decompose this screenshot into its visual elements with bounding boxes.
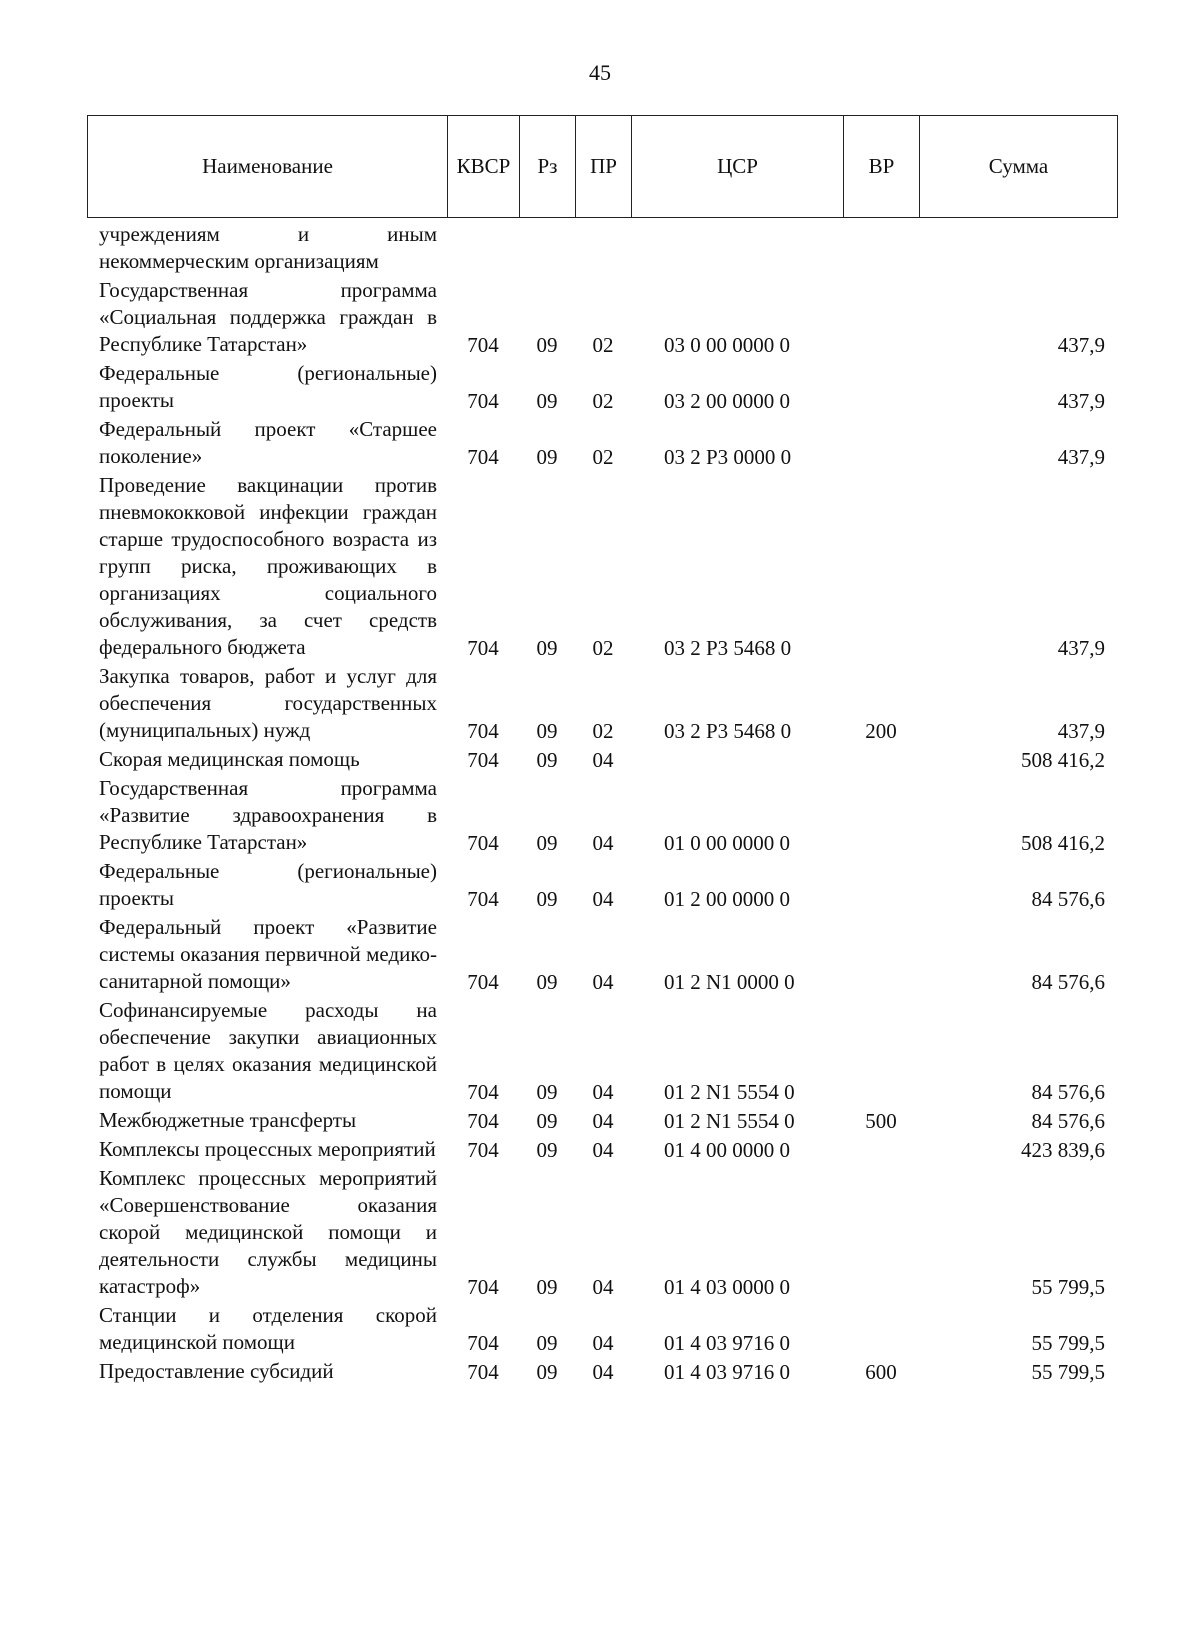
- cell-pr: 04: [592, 1109, 614, 1133]
- cell-sum: 84 576,6: [1031, 887, 1105, 911]
- table-header: [87, 115, 1118, 218]
- table-row: [87, 276, 1117, 359]
- cell-vr: [843, 1135, 919, 1164]
- cell-csr: 01 2 N1 5554 0: [664, 1109, 795, 1133]
- cell-kvsr: 704: [467, 636, 499, 660]
- cell-rz: 09: [536, 1275, 558, 1299]
- cell-pr: 02: [592, 333, 614, 357]
- cell-csr: [631, 745, 843, 774]
- cell-vr: [843, 220, 919, 276]
- cell-kvsr: 704: [467, 831, 499, 855]
- cell-vr: [843, 471, 919, 662]
- cell-csr: 03 2 00 0000 0: [664, 389, 790, 413]
- table-row: [87, 1135, 1117, 1164]
- cell-name: Комплексы процессных мероприятий: [99, 1137, 436, 1161]
- cell-vr: [843, 745, 919, 774]
- cell-vr: [843, 857, 919, 913]
- table-body: [87, 220, 1117, 1386]
- cell-csr: 01 0 00 0000 0: [664, 831, 790, 855]
- cell-rz: 09: [536, 389, 558, 413]
- cell-kvsr: 704: [467, 1331, 499, 1355]
- cell-name: Закупка товаров, работ и услуг для обеспечения государственных (муниципальных) нужд: [99, 664, 437, 742]
- cell-name: Федеральные (региональные) проекты: [99, 859, 437, 910]
- cell-kvsr: 704: [467, 887, 499, 911]
- cell-vr: [843, 1301, 919, 1357]
- cell-rz: 09: [536, 445, 558, 469]
- page-number: 45: [589, 60, 611, 85]
- header-kvsr: КВСР: [448, 116, 520, 218]
- cell-csr: 03 2 Р3 5468 0: [664, 719, 792, 743]
- cell-name: Станции и отделения скорой медицинской помощи: [99, 1303, 437, 1354]
- cell-pr: 04: [592, 1360, 614, 1384]
- cell-rz: 09: [536, 1080, 558, 1104]
- budget-table: [87, 220, 1117, 1386]
- cell-sum: 84 576,6: [1031, 970, 1105, 994]
- cell-name: Межбюджетные трансферты: [99, 1108, 357, 1132]
- cell-name: Скорая медицинская помощь: [99, 747, 360, 771]
- cell-pr: 04: [592, 1138, 614, 1162]
- table-row: [87, 996, 1117, 1106]
- cell-csr: 01 4 03 9716 0: [664, 1360, 790, 1384]
- table-row: [87, 1164, 1117, 1301]
- cell-name: Софинансируемые расходы на обеспечение закупки авиационных работ в целях оказания медицинской помощи: [99, 998, 437, 1103]
- cell-csr: 01 4 03 9716 0: [664, 1331, 790, 1355]
- cell-kvsr: 704: [467, 1138, 499, 1162]
- cell-csr: 01 2 00 0000 0: [664, 887, 790, 911]
- cell-sum: 508 416,2: [1021, 831, 1105, 855]
- cell-name: Государственная программа «Развитие здравоохранения в Республике Татарстан»: [99, 776, 437, 854]
- cell-rz: 09: [536, 719, 558, 743]
- cell-csr: 01 2 N1 0000 0: [664, 970, 795, 994]
- cell-pr: 04: [592, 1080, 614, 1104]
- cell-name: Проведение вакцинации против пневмококковой инфекции граждан старше трудоспособного возраста из групп риска, проживающих в организациях социального обслуживания, за счет средств федерального бюджета: [99, 473, 437, 659]
- cell-sum: 84 576,6: [1031, 1080, 1105, 1104]
- header-csr: ЦСР: [632, 116, 844, 218]
- cell-kvsr: 704: [467, 1360, 499, 1384]
- cell-csr: 03 2 Р3 0000 0: [664, 445, 792, 469]
- cell-sum: 437,9: [1057, 636, 1105, 660]
- cell-vr: [843, 774, 919, 857]
- cell-sum: 423 839,6: [1021, 1138, 1105, 1162]
- header-vr: ВР: [844, 116, 920, 218]
- cell-kvsr: 704: [467, 333, 499, 357]
- cell-sum: 437,9: [1057, 719, 1105, 743]
- cell-pr: 04: [592, 748, 614, 772]
- cell-pr: 02: [592, 636, 614, 660]
- header-pr: ПР: [576, 116, 632, 218]
- cell-rz: 09: [536, 887, 558, 911]
- table-row: [87, 359, 1117, 415]
- cell-name: Предоставление субсидий: [99, 1359, 334, 1383]
- table-row: [87, 745, 1117, 774]
- cell-sum: 437,9: [1057, 445, 1105, 469]
- cell-rz: 09: [536, 1360, 558, 1384]
- cell-name: Федеральный проект «Развитие системы оказания первичной медико-санитарной помощи»: [99, 915, 437, 993]
- table-row: [87, 1357, 1117, 1386]
- cell-sum: 437,9: [1057, 333, 1105, 357]
- cell-rz: [519, 220, 575, 276]
- cell-vr: [843, 359, 919, 415]
- cell-kvsr: [447, 220, 519, 276]
- cell-pr: [575, 220, 631, 276]
- cell-name: Комплекс процессных мероприятий «Совершенствование оказания скорой медицинской помощи и деятельности службы медицины катастроф»: [99, 1166, 437, 1298]
- cell-vr: [843, 996, 919, 1106]
- cell-pr: 04: [592, 970, 614, 994]
- cell-vr: [843, 415, 919, 471]
- cell-pr: 04: [592, 887, 614, 911]
- cell-kvsr: 704: [467, 1080, 499, 1104]
- cell-kvsr: 704: [467, 719, 499, 743]
- cell-kvsr: 704: [467, 748, 499, 772]
- cell-rz: 09: [536, 1331, 558, 1355]
- cell-pr: 02: [592, 445, 614, 469]
- cell-rz: 09: [536, 636, 558, 660]
- cell-vr: [843, 276, 919, 359]
- table-row: [87, 415, 1117, 471]
- table-row: [87, 471, 1117, 662]
- cell-rz: 09: [536, 1109, 558, 1133]
- cell-pr: 02: [592, 719, 614, 743]
- table-row: [87, 1301, 1117, 1357]
- cell-sum: [919, 220, 1117, 276]
- cell-rz: 09: [536, 970, 558, 994]
- cell-sum: 508 416,2: [1021, 748, 1105, 772]
- table-row: [87, 913, 1117, 996]
- cell-rz: 09: [536, 333, 558, 357]
- cell-pr: 02: [592, 389, 614, 413]
- cell-pr: 04: [592, 1331, 614, 1355]
- cell-sum: 437,9: [1057, 389, 1105, 413]
- cell-sum: 55 799,5: [1031, 1331, 1105, 1355]
- table-row: [87, 857, 1117, 913]
- cell-csr: [631, 220, 843, 276]
- cell-vr: [843, 913, 919, 996]
- cell-vr: 500: [865, 1109, 897, 1133]
- cell-pr: 04: [592, 831, 614, 855]
- cell-csr: 01 4 00 0000 0: [664, 1138, 790, 1162]
- header-sum: Сумма: [920, 116, 1118, 218]
- cell-vr: 600: [865, 1360, 897, 1384]
- cell-kvsr: 704: [467, 389, 499, 413]
- header-row: [88, 116, 1118, 218]
- cell-name: Федеральные (региональные) проекты: [99, 361, 437, 412]
- cell-name: Государственная программа «Социальная поддержка граждан в Республике Татарстан»: [99, 278, 437, 356]
- cell-vr: [843, 1164, 919, 1301]
- cell-csr: 03 2 Р3 5468 0: [664, 636, 792, 660]
- cell-rz: 09: [536, 831, 558, 855]
- cell-kvsr: 704: [467, 1109, 499, 1133]
- cell-sum: 55 799,5: [1031, 1360, 1105, 1384]
- cell-csr: 01 4 03 0000 0: [664, 1275, 790, 1299]
- table-row: [87, 662, 1117, 745]
- cell-csr: 03 0 00 0000 0: [664, 333, 790, 357]
- cell-sum: 55 799,5: [1031, 1275, 1105, 1299]
- table-row: [87, 220, 1117, 276]
- header-name: Наименование: [88, 116, 448, 218]
- cell-rz: 09: [536, 748, 558, 772]
- table-row: [87, 1106, 1117, 1135]
- cell-vr: 200: [865, 719, 897, 743]
- cell-rz: 09: [536, 1138, 558, 1162]
- cell-name: Федеральный проект «Старшее поколение»: [99, 417, 437, 468]
- cell-kvsr: 704: [467, 970, 499, 994]
- cell-kvsr: 704: [467, 1275, 499, 1299]
- cell-pr: 04: [592, 1275, 614, 1299]
- cell-kvsr: 704: [467, 445, 499, 469]
- cell-csr: 01 2 N1 5554 0: [664, 1080, 795, 1104]
- table-row: [87, 774, 1117, 857]
- cell-sum: 84 576,6: [1031, 1109, 1105, 1133]
- header-rz: Рз: [520, 116, 576, 218]
- cell-name: учреждениям и иным некоммерческим организациям: [99, 222, 437, 273]
